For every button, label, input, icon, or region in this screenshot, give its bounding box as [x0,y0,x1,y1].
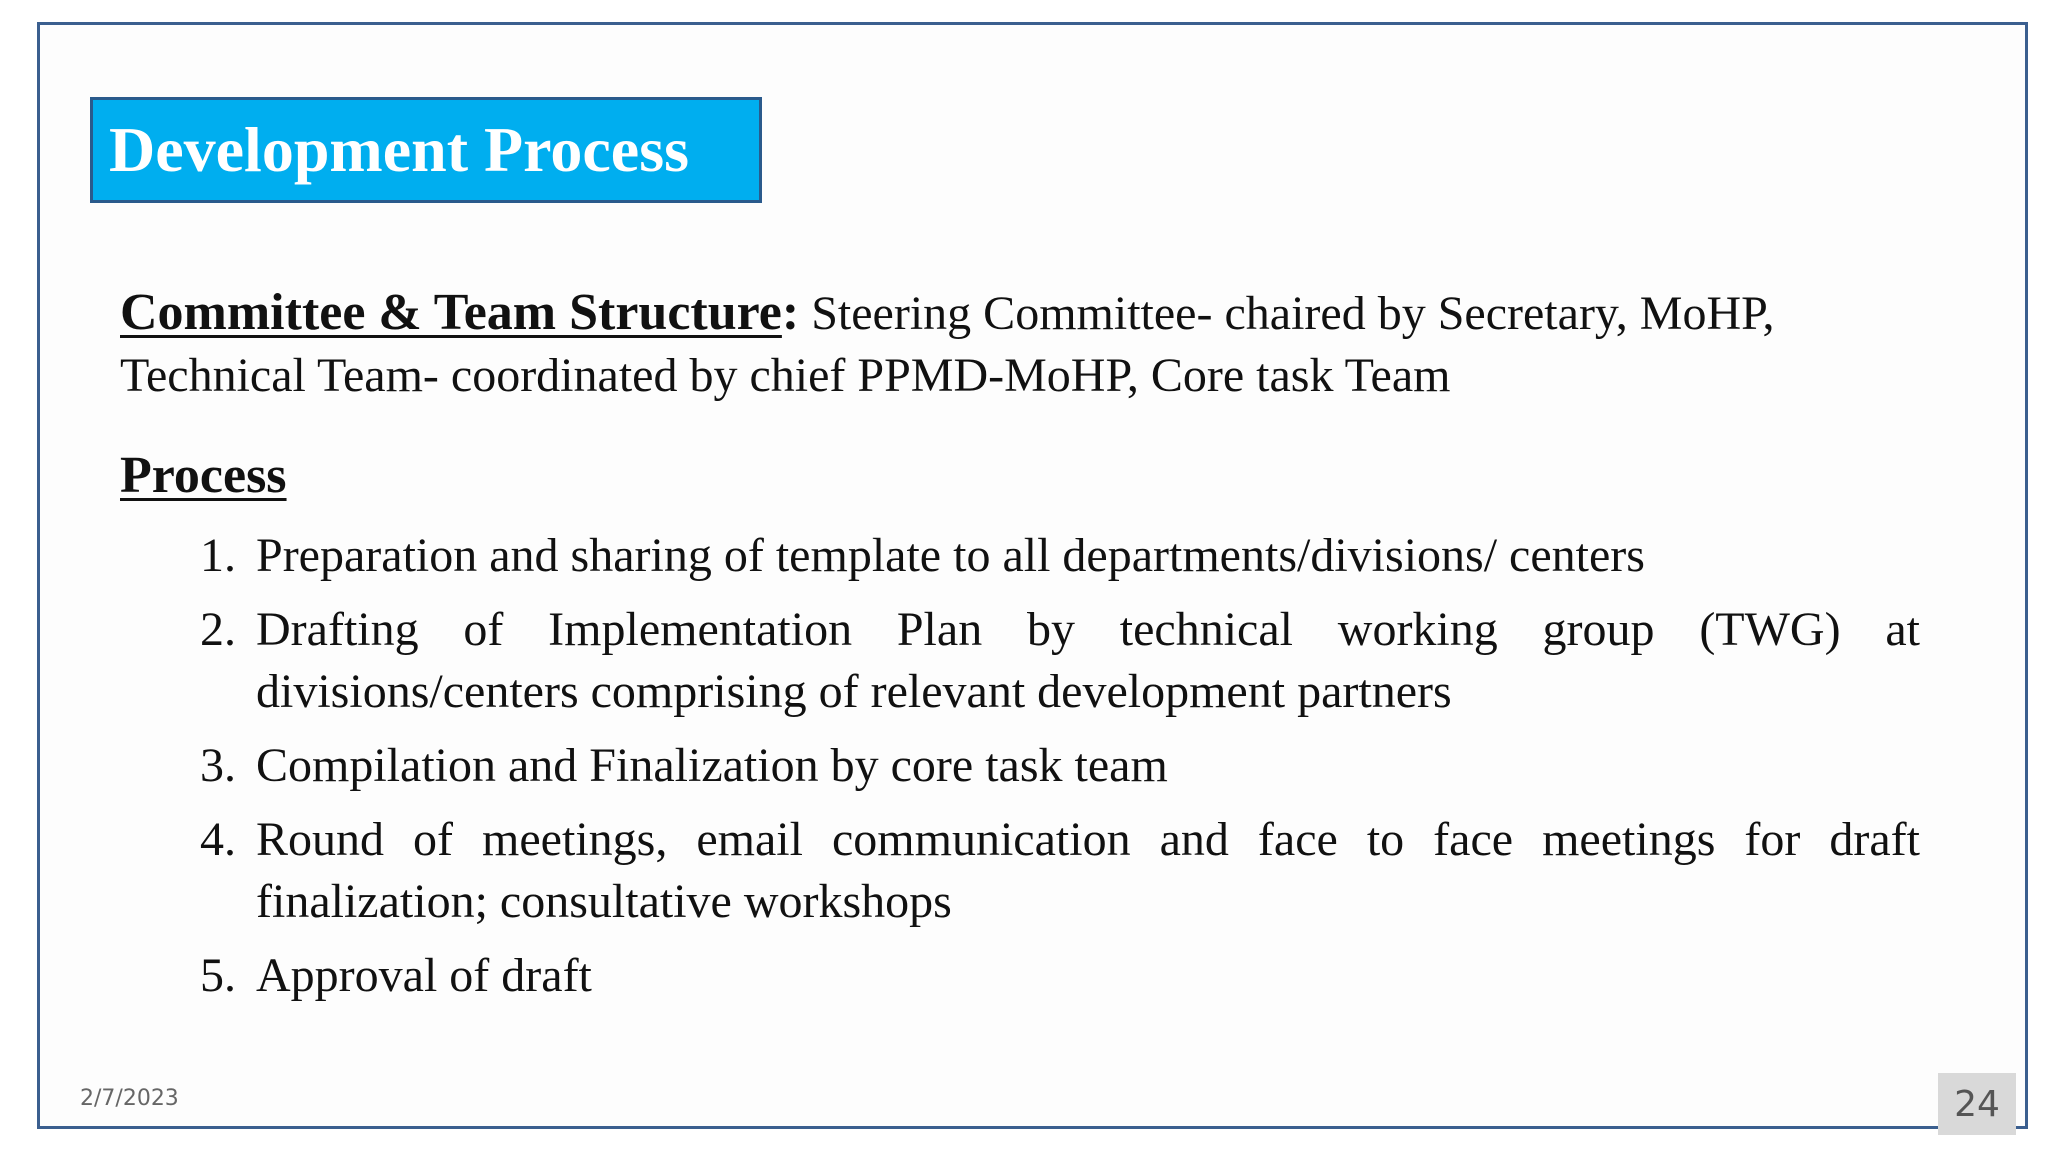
slide-date: 2/7/2023 [80,1086,179,1111]
process-step [200,809,1920,933]
step-text: Approval of draft [256,949,592,1002]
process-step [200,945,1920,1007]
step-number: 3. [200,739,236,792]
step-number: 2. [200,603,236,656]
slide-frame [37,22,2028,1129]
committee-heading: Committee & Team Structure [120,284,782,341]
process-step [200,735,1920,797]
step-text: Preparation and sharing of template to all departments/divisions/ centers [256,529,1645,582]
committee-colon: : [781,284,800,341]
committee-paragraph [120,282,1920,407]
slide-page-number: 24 [1938,1073,2016,1135]
slide-title: Development Process [109,114,689,185]
step-text: Drafting of Implementation Plan by technical working group (TWG) at divisions/centers comprising of relevant development partners [256,603,1920,718]
committee-text: Steering Committee- chaired by Secretary, MoHP, Technical Team- coordinated by chief PPMD-MoHP, Core task Team [120,287,1775,402]
slide-title-box [90,97,762,203]
step-number: 1. [200,529,236,582]
step-number: 4. [200,813,236,866]
process-heading: Process [120,447,287,504]
process-steps-list [200,525,1920,1019]
step-number: 5. [200,949,236,1002]
process-step [200,599,1920,723]
step-text: Round of meetings, email communication and face to face meetings for draft finalization; consultative workshops [256,813,1920,928]
process-step [200,525,1920,587]
step-text: Compilation and Finalization by core task team [256,739,1168,792]
